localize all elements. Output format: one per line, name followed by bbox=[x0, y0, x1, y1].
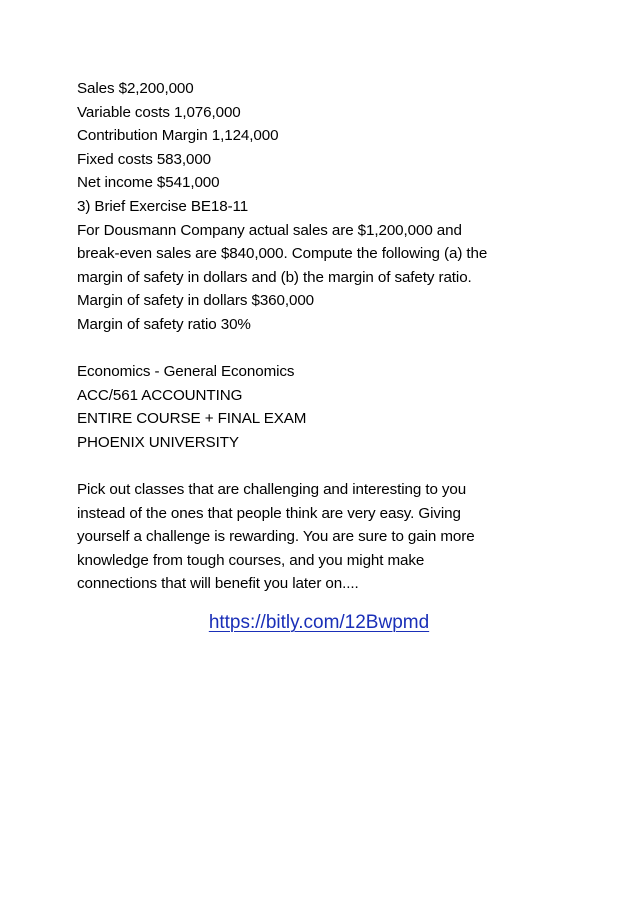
text-line-advice-4: knowledge from tough courses, and you might make bbox=[77, 551, 425, 569]
bitly-link[interactable]: https://bitly.com/12Bwpmd bbox=[208, 612, 430, 633]
text-line-margin-ratio: Margin of safety ratio 30% bbox=[77, 315, 251, 333]
text-line-sales: Sales $2,200,000 bbox=[77, 80, 194, 97]
text-line-fixed-costs: Fixed costs 583,000 bbox=[77, 150, 212, 168]
text-line-net-income: Net income $541,000 bbox=[77, 174, 220, 192]
text-line-exercise-heading: 3) Brief Exercise BE18-11 bbox=[77, 197, 249, 215]
text-line-advice-3: yourself a challenge is rewarding. You are sure to gain more bbox=[77, 528, 475, 546]
text-line-subject: Economics - General Economics bbox=[77, 363, 295, 381]
text-line-advice-1: Pick out classes that are challenging and interesting to you bbox=[77, 481, 467, 499]
text-line-course-code: ACC/561 ACCOUNTING bbox=[77, 386, 243, 404]
text-line-exercise-1: For Dousmann Company actual sales are $1,200,000 and bbox=[77, 221, 462, 239]
document-body bbox=[77, 77, 577, 596]
text-line-variable-costs: Variable costs 1,076,000 bbox=[77, 103, 241, 121]
text-line-margin-dollars: Margin of safety in dollars $360,000 bbox=[77, 292, 315, 310]
text-line-university: PHOENIX UNIVERSITY bbox=[77, 433, 239, 451]
text-line-advice-5: connections that will benefit you later on.... bbox=[77, 575, 359, 593]
text-line-advice-2: instead of the ones that people think are very easy. Giving bbox=[77, 504, 461, 522]
text-line-course-scope: ENTIRE COURSE + FINAL EXAM bbox=[77, 410, 307, 428]
text-line-exercise-3: margin of safety in dollars and (b) the margin of safety ratio. bbox=[77, 268, 472, 286]
paragraph-spacer bbox=[77, 455, 577, 479]
text-line-contribution-margin: Contribution Margin 1,124,000 bbox=[77, 127, 279, 145]
link-container bbox=[0, 610, 638, 636]
text-line-exercise-2: break-even sales are $840,000. Compute the following (a) the bbox=[77, 245, 488, 263]
paragraph-spacer bbox=[77, 337, 577, 361]
